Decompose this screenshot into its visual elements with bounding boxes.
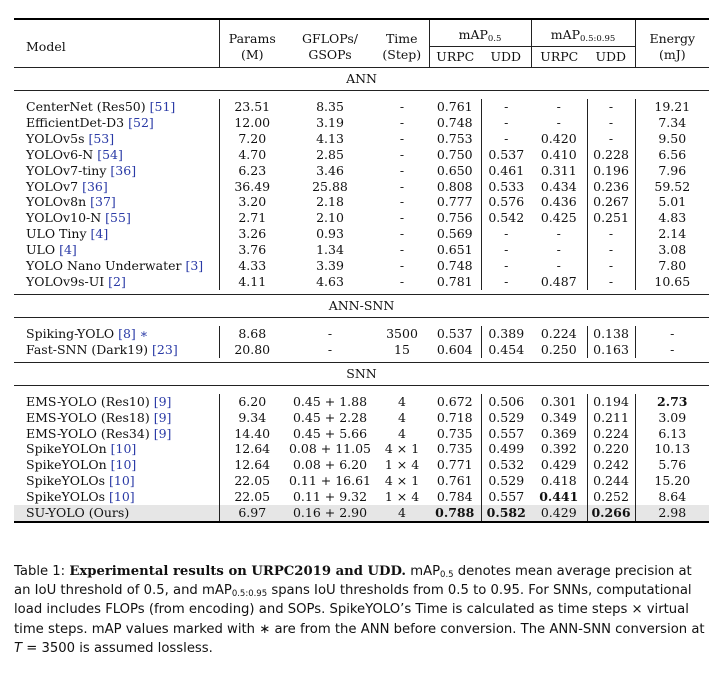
cell-params: 6.97 [219,505,285,522]
cell-params: 3.76 [219,242,285,258]
model-name: Fast-SNN (Dark19) [26,341,149,357]
model-name-cell [14,473,219,489]
cell-m50u: 0.756 [436,210,473,226]
model-name: CenterNet (Res50) [26,99,146,114]
citation-link[interactable]: [10] [108,473,135,489]
model-name: YOLOv7-tiny [26,162,107,178]
cell-gflops: 2.18 [316,194,344,210]
cell-gflops: 2.85 [316,146,344,162]
cell-gflops: 1.34 [316,242,344,258]
cell-m95u: 0.429 [540,457,577,473]
caption-sub-1: 0.5 [440,570,454,580]
cell-energy: 6.56 [635,147,709,163]
cell-m95d: - [587,242,635,258]
cell-m95d: 0.244 [587,473,635,489]
header-row-1 [14,19,709,47]
cell-energy: 5.01 [635,194,709,210]
gflops-header: GFLOPs/ GSOPs [285,19,375,68]
cell-m50d: - [481,99,531,115]
cell-m95d: 0.228 [587,147,635,163]
map5095-header: mAP$_{0.5:0.95}$ [531,19,635,47]
model-name: YOLO Nano Underwater [26,258,182,274]
cell-m50d: 0.506 [481,394,531,410]
citation-link[interactable]: [9] [153,409,172,425]
caption-bold: Experimental results on URPC2019 and UDD. [69,564,407,579]
citation-link[interactable]: [9] [153,393,172,409]
cell-time: 4 [375,505,429,522]
cell-gflops: - [327,325,333,341]
cell-params: 8.68 [219,326,285,342]
cell-m50u: 0.808 [436,178,473,194]
model-name-cell [14,147,219,163]
cell-params: 4.11 [219,274,285,290]
cell-params: 6.20 [219,394,285,410]
cell-m95d: 0.242 [587,457,635,473]
cell-energy: 2.14 [635,226,709,242]
table-row [14,194,709,210]
cell-m50u: 0.781 [436,273,473,289]
model-name: YOLOv6-N [26,146,94,162]
table-row [14,489,709,505]
cell-energy: 6.13 [635,426,709,442]
cell-params: 14.40 [219,426,285,442]
map50-header: mAP$_{0.5}$ [429,19,531,47]
model-name: YOLOv7 [26,178,79,194]
cell-m50u: 0.753 [436,130,473,146]
model-name-cell [14,115,219,131]
cell-gflops: 0.16 + 2.90 [285,505,375,522]
citation-link[interactable]: [8] ∗ [118,325,149,341]
cell-m50d: - [481,258,531,274]
model-name-cell [14,342,219,358]
results-table-container [14,18,709,523]
cell-m95u: 0.420 [540,130,577,146]
cell-m50d: - [481,131,531,147]
table-row [14,457,709,473]
cell-params: 2.71 [219,210,285,226]
cell-params: 9.34 [219,410,285,426]
cell-m50u: 0.784 [436,489,473,505]
cell-gflops: - [327,341,333,357]
cell-energy: 7.80 [635,258,709,274]
cell-time: - [399,226,405,242]
cell-gflops: 0.93 [316,226,344,242]
results-table [14,18,709,523]
table-row [14,326,709,342]
cell-params: 36.49 [219,179,285,195]
cell-energy: 8.64 [635,489,709,505]
section-annsnn [14,294,709,317]
cell-m95d: 0.266 [587,505,635,522]
citation-link[interactable]: [37] [90,194,116,210]
cell-energy: 2.73 [635,394,709,410]
cell-gflops: 0.11 + 16.61 [288,473,372,489]
cell-time: 4 [398,425,406,441]
cell-m50d: 0.557 [481,489,531,505]
section-label-annsnn: ANN-SNN [14,294,709,317]
table-row [14,210,709,226]
model-name-cell [14,226,219,242]
section-label-snn: SNN [14,362,709,385]
cell-m50u: 0.771 [436,457,473,473]
model-name-cell [14,274,219,290]
cell-m50u: 0.788 [429,505,481,522]
cell-energy: - [635,342,709,358]
table-row [14,426,709,442]
model-name-cell [14,394,219,410]
cell-time: - [399,146,405,162]
table-row [14,115,709,131]
cell-m50u: 0.735 [436,425,473,441]
citation-link[interactable]: [52] [128,114,154,130]
cell-gflops: 0.45 + 5.66 [292,425,368,441]
model-name: YOLOv10-N [26,210,102,226]
cell-m50u: 0.735 [436,441,473,457]
citation-link[interactable]: [23] [152,341,178,357]
cell-m95d: - [587,258,635,274]
cell-m95u: 0.487 [540,273,577,289]
cell-m95u: 0.436 [540,194,577,210]
model-name: YOLOv9s-UI [26,273,105,289]
section-ann [14,68,709,91]
udd-header-1: UDD [481,47,531,68]
cell-params: 12.64 [219,441,285,457]
table-row [14,505,709,522]
cell-energy: 3.08 [635,242,709,258]
model-name-cell [14,426,219,442]
cell-time: - [399,258,405,274]
cell-time: - [399,273,405,289]
cell-m95u: 0.311 [540,162,577,178]
cell-gflops: 4.13 [316,130,344,146]
cell-m50d: 0.557 [481,426,531,442]
cell-gflops: 0.11 + 9.32 [292,489,368,505]
cell-time: - [399,130,405,146]
cell-m50d: 0.529 [481,473,531,489]
cell-m50u: 0.650 [436,162,473,178]
citation-link[interactable]: [3] [185,258,204,274]
cell-m50d: 0.533 [481,179,531,195]
model-name-cell [14,410,219,426]
energy-header: Energy (mJ) [635,19,709,68]
cell-m50u: 0.651 [436,242,473,258]
table-row [14,242,709,258]
cell-m50d: - [481,274,531,290]
cell-m95d: 0.196 [587,163,635,179]
cell-time: - [399,194,405,210]
table-row [14,163,709,179]
model-name: EMS-YOLO (Res10) [26,393,150,409]
citation-link[interactable]: [55] [105,210,131,226]
cell-m95d: - [587,226,635,242]
cell-time: - [399,242,405,258]
table-row [14,394,709,410]
cell-gflops: 0.08 + 11.05 [288,441,372,457]
model-name-cell [14,441,219,457]
citation-link[interactable]: [2] [108,273,126,289]
cell-m95d: 0.194 [587,394,635,410]
urpc-header-1: URPC [429,47,481,68]
cell-m95u: 0.392 [540,441,577,457]
cell-time: 3500 [386,325,418,341]
model-name-cell [14,258,219,274]
model-name-cell [14,131,219,147]
section-gap [14,385,709,394]
cell-params: 20.80 [219,342,285,358]
section-gap [14,91,709,100]
cell-params: 6.23 [219,163,285,179]
cell-m50u: 0.750 [436,146,473,162]
model-name: SpikeYOLOn [26,441,107,457]
model-name: YOLOv8n [26,194,87,210]
model-name-cell [14,210,219,226]
cell-time: 4 [398,409,406,425]
caption-text-4: = 3500 is assumed lossless. [22,640,213,656]
cell-m95d: 0.236 [587,179,635,195]
cell-params: 12.00 [219,115,285,131]
cell-m95d: - [587,99,635,115]
cell-params: 4.33 [219,258,285,274]
cell-gflops: 4.63 [316,273,344,289]
model-name-cell [14,326,219,342]
citation-link[interactable]: [10] [110,441,137,457]
cell-time: - [399,162,405,178]
cell-m50d: 0.499 [481,441,531,457]
cell-time: 4 × 1 [384,441,420,457]
cell-gflops: 3.19 [316,114,344,130]
cell-m95u: 0.224 [540,325,577,341]
cell-energy: 15.20 [635,473,709,489]
citation-link[interactable]: [51] [149,99,176,114]
cell-time: 1 × 4 [384,457,420,473]
cell-energy: 7.34 [635,115,709,131]
cell-gflops: 0.08 + 6.20 [292,457,368,473]
cell-m50d: 0.389 [481,326,531,342]
cell-params: 22.05 [219,473,285,489]
table-row [14,473,709,489]
cell-energy: - [635,326,709,342]
table-caption [14,562,709,658]
cell-params: 22.05 [219,489,285,505]
model-header: Model [14,19,219,68]
section-snn [14,362,709,385]
cell-m50d: - [481,242,531,258]
cell-gflops: 0.45 + 1.88 [292,393,368,409]
cell-params: 3.26 [219,226,285,242]
cell-m95u: 0.425 [540,210,577,226]
model-name: ULO [26,242,56,258]
cell-gflops: 3.39 [316,258,344,274]
table-row [14,441,709,457]
citation-link[interactable]: [4] [59,242,77,258]
cell-m50d: - [481,226,531,242]
cell-time: - [399,99,405,114]
model-name: EfficientDet-D3 [26,114,125,130]
model-name-cell [14,457,219,473]
citation-link[interactable]: [9] [153,425,172,441]
model-name-cell [14,242,219,258]
cell-m95d: 0.267 [587,194,635,210]
cell-m50d: 0.582 [481,505,531,522]
citation-link[interactable]: [10] [108,489,135,505]
cell-m95u: - [556,226,561,242]
cell-m95u: 0.418 [540,473,577,489]
model-name-cell [14,179,219,195]
urpc-header-2: URPC [531,47,587,68]
cell-m95u: 0.250 [540,341,577,357]
cell-energy: 7.96 [635,163,709,179]
table-row [14,258,709,274]
model-name: SpikeYOLOs [26,473,105,489]
cell-energy: 3.09 [635,410,709,426]
citation-link[interactable]: [54] [97,146,123,162]
cell-m50d: 0.576 [481,194,531,210]
udd-header-2: UDD [587,47,635,68]
citation-link[interactable]: [36] [82,178,108,194]
table-row [14,226,709,242]
table-row [14,99,709,115]
model-name: SpikeYOLOn [26,457,107,473]
cell-m95u: 0.349 [540,409,577,425]
cell-m50u: 0.537 [436,325,473,341]
cell-energy: 10.13 [635,441,709,457]
cell-m50d: 0.532 [481,457,531,473]
table-row [14,274,709,290]
cell-m50u: 0.718 [436,409,473,425]
cell-params: 12.64 [219,457,285,473]
cell-params: 3.20 [219,194,285,210]
model-name: YOLOv5s [26,130,85,146]
model-name: SU-YOLO (Ours) [26,505,130,521]
cell-time: 4 [398,393,406,409]
cell-m95d: 0.251 [587,210,635,226]
cell-m95u: 0.429 [531,505,587,522]
section-label-ann: ANN [14,68,709,91]
cell-gflops: 2.10 [316,210,344,226]
cell-m50d: 0.461 [481,163,531,179]
cell-m95d: - [587,274,635,290]
cell-gflops: 25.88 [312,178,348,194]
cell-energy: 10.65 [635,274,709,290]
cell-params: 4.70 [219,147,285,163]
caption-text-1: mAP [406,564,441,579]
cell-m95d: 0.163 [587,342,635,358]
table-row [14,147,709,163]
cell-time: - [399,178,405,194]
cell-m95u: - [556,114,561,130]
cell-gflops: 0.45 + 2.28 [292,409,368,425]
cell-m95u: 0.434 [540,178,577,194]
cell-gflops: 8.35 [316,99,344,114]
cell-m50u: 0.761 [436,473,473,489]
cell-time: 4 × 1 [384,473,420,489]
cell-m95d: 0.211 [587,410,635,426]
model-name: Spiking-YOLO [26,325,115,341]
model-name: EMS-YOLO (Res18) [26,409,150,425]
cell-time: - [399,210,405,226]
cell-m50u: 0.777 [436,194,473,210]
cell-energy: 9.50 [635,131,709,147]
cell-time: 15 [394,341,410,357]
cell-m50d: 0.454 [481,342,531,358]
cell-energy: 2.98 [635,505,709,522]
time-header: Time (Step) [375,19,429,68]
table-row [14,179,709,195]
cell-gflops: 3.46 [316,162,344,178]
cell-m95d: - [587,115,635,131]
cell-params: 7.20 [219,131,285,147]
cell-m95u: 0.301 [540,393,577,409]
cell-m50d: 0.537 [481,147,531,163]
table-row [14,410,709,426]
model-name-cell [14,163,219,179]
citation-link[interactable]: [4] [90,226,109,242]
model-name: EMS-YOLO (Res34) [26,425,150,441]
cell-m50u: 0.748 [436,114,473,130]
cell-m95d: - [587,131,635,147]
caption-text-3: spans IoU thresholds from 0.5 to 0.95. For SNNs, computational load includes FLOPs (from encoding) and SOPs. SpikeYOLO’s Time is calculated as time steps × virtual time steps. mAP values marked with ∗ are from the ANN before conversion. The ANN-SNN conversion at [14,583,705,637]
table-body [14,68,709,522]
cell-time: 1 × 4 [384,489,420,505]
model-name: SpikeYOLOs [26,489,105,505]
model-name-cell [14,489,219,505]
cell-energy: 59.52 [635,179,709,195]
cell-m50u: 0.569 [436,226,473,242]
citation-link[interactable]: [10] [110,457,137,473]
table-row [14,131,709,147]
caption-sub-2: 0.5:0.95 [231,589,268,600]
cell-m50d: 0.529 [481,410,531,426]
cell-m95u: 0.441 [539,489,579,505]
model-name-cell [14,505,219,522]
cell-m95u: 0.410 [540,146,577,162]
cell-m95u: 0.369 [540,425,577,441]
cell-energy: 4.83 [635,210,709,226]
params-header: Params (M) [219,19,285,68]
section-gap [14,317,709,326]
citation-link[interactable]: [53] [88,130,115,146]
model-name-cell [14,194,219,210]
citation-link[interactable]: [36] [110,162,137,178]
cell-time: - [399,114,405,130]
cell-m50u: 0.604 [436,341,473,357]
model-name-cell [14,99,219,115]
cell-energy: 19.21 [635,99,709,115]
cell-m95d: 0.220 [587,441,635,457]
caption-var-t: T [14,640,23,656]
cell-m50u: 0.748 [436,258,473,274]
cell-m50u: 0.761 [436,99,473,114]
table-row [14,342,709,358]
cell-m95u: - [556,242,561,258]
cell-m95d: 0.224 [587,426,635,442]
cell-params: 23.51 [219,99,285,115]
cell-m50d: - [481,115,531,131]
cell-m95u: - [556,258,561,274]
cell-energy: 5.76 [635,457,709,473]
cell-m50u: 0.672 [436,393,473,409]
cell-m95d: 0.252 [587,489,635,505]
model-name: ULO Tiny [26,226,87,242]
cell-m95u: - [556,99,561,114]
cell-m50d: 0.542 [481,210,531,226]
caption-label: Table 1: [14,564,70,579]
cell-m95d: 0.138 [587,326,635,342]
caption-text-2: denotes mean average precision at an IoU threshold of 0.5, and mAP [14,564,692,599]
